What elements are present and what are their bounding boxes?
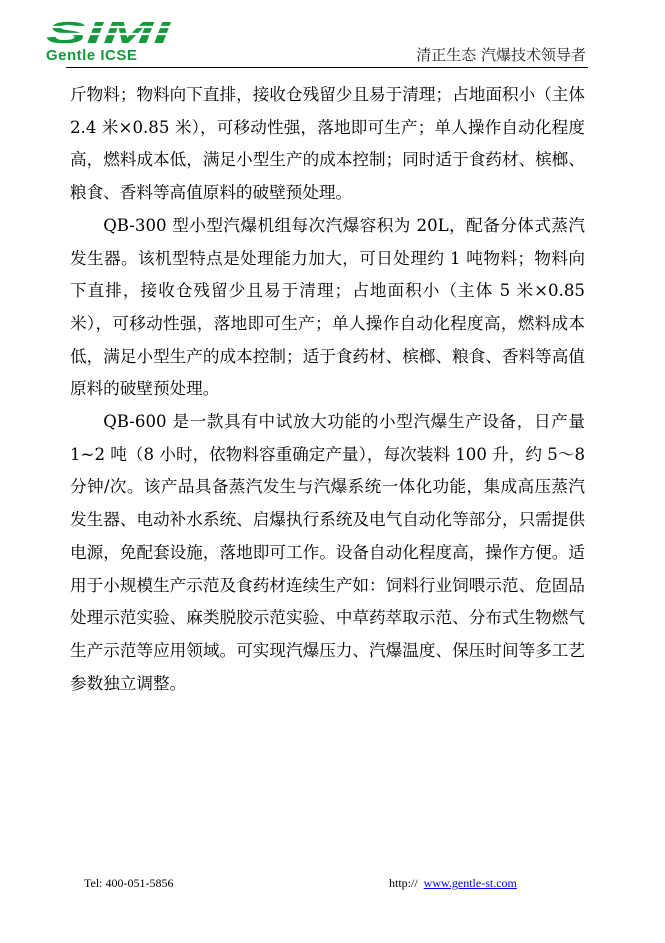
document-body xyxy=(70,79,585,700)
logo-wordmark: SIMI xyxy=(46,18,173,48)
paragraph-qb300: QB-300 型小型汽爆机组每次汽爆容积为 20L，配备分体式蒸汽发生器。该机型特点是处理能力加大，可日处理约 1 吨物料；物料向下直排，接收仓残留少且易于清理；占地面积小（主体 5 米×0.85 米），可移动性强，落地即可生产；单人操作自动化程度高，燃料成本低，满足小型生产的成本控制；适于食药材、槟榔、粮食、香料等高值原料的破壁预处理。 xyxy=(70,215,585,399)
page-header xyxy=(0,0,665,72)
logo-subtext: Gentle ICSE xyxy=(46,47,138,64)
footer-phone: Tel: 400-051-5856 xyxy=(84,876,174,890)
header-divider xyxy=(66,67,588,68)
paragraph-continued: 斤物料；物料向下直排，接收仓残留少且易于清理；占地面积小（主体 2.4 米×0.85 米），可移动性强，落地即可生产；单人操作自动化程度高，燃料成本低，满足小型生产的成本控制；同时适于食药材、槟榔、粮食、香料等高值原料的破壁预处理。 xyxy=(70,85,585,203)
page-footer xyxy=(0,876,665,896)
footer-website xyxy=(389,876,517,891)
footer-web-prefix: http:// xyxy=(389,876,418,890)
header-tagline: 清正生态 汽爆技术领导者 xyxy=(416,46,586,64)
website-link[interactable]: www.gentle-st.com xyxy=(423,876,517,890)
company-logo xyxy=(44,18,174,66)
paragraph-qb600: QB-600 是一款具有中试放大功能的小型汽爆生产设备，日产量 1~2 吨（8 小时，依物料容重确定产量），每次装料 100 升，约 5～8 分钟/次。该产品具备蒸汽发生与汽爆系统一体化功能，集成高压蒸汽发生器、电动补水系统、启爆执行系统及电气自动化等部分，只需提供电源，免配套设施，落地即可工作。设备自动化程度高，操作方便。适用于小规模生产示范及食药材连续生产如：饲料行业饲喂示范、危固品处理示范实验、麻类脱胶示范实验、中草药萃取示范、分布式生物燃气生产示范等应用领域。可实现汽爆压力、汽爆温度、保压时间等多工艺参数独立调整。 xyxy=(70,412,585,693)
logo-mark xyxy=(44,18,174,48)
